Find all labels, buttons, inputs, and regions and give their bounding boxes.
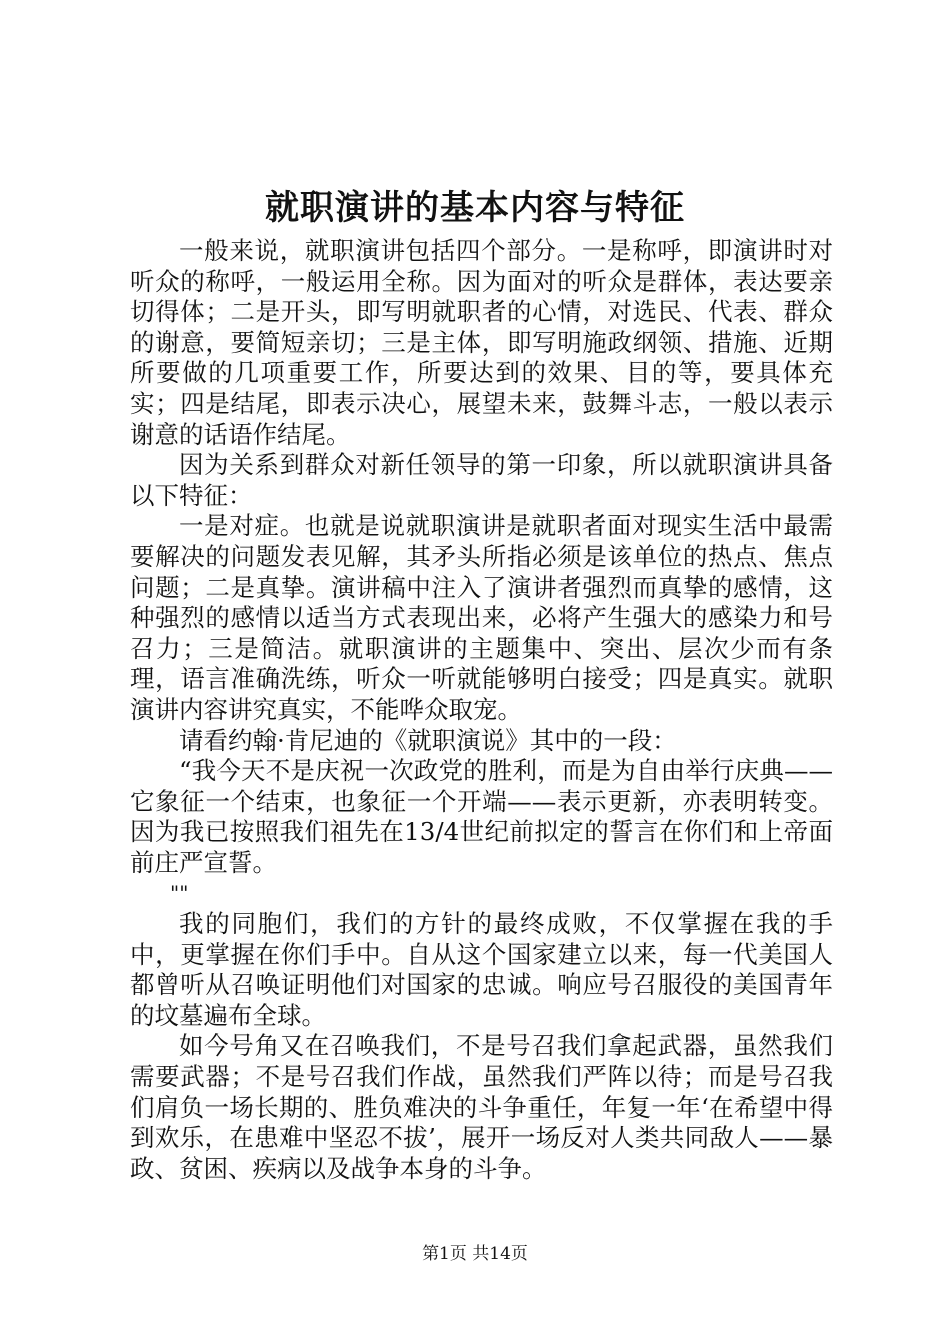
- document-body: [130, 236, 833, 1184]
- quote-close-mark: "": [170, 881, 189, 906]
- paragraph-features-lead: 因为关系到群众对新任领导的第一印象，所以就职演讲具备以下特征：: [130, 450, 833, 510]
- paragraph-citizens: 我的同胞们，我们的方针的最终成败，不仅掌握在我的手中，更掌握在你们手中。自从这个国家建立以来，每一代美国人都曾听从召唤证明他们对国家的忠诚。响应号召服役的美国青年的坟墓遍布全球。: [130, 909, 833, 1030]
- document-title: 就职演讲的基本内容与特征: [265, 188, 685, 228]
- paragraph-quote: “我今天不是庆祝一次政党的胜利，而是为自由举行庆典——它象征一个结束，也象征一个开端——表示更新，亦表明转变。因为我已按照我们祖先在13/4世纪前拟定的誓言在你们和上帝面前庄严宣誓。: [130, 756, 833, 877]
- paragraph-features: 一是对症。也就是说就职演讲是就职者面对现实生活中最需要解决的问题发表见解，其矛头所指必须是该单位的热点、焦点问题；二是真挚。演讲稿中注入了演讲者强烈而真挚的感情，这种强烈的感情以适当方式表现出来，必将产生强大的感染力和号召力；三是简洁。就职演讲的主题集中、突出、层次少而有条理，语言准确洗练，听众一听就能够明白接受；四是真实。就职演讲内容讲究真实，不能哗众取宠。: [130, 511, 833, 724]
- page-number-footer: 第1页 共14页: [422, 1244, 528, 1264]
- paragraph-example-lead: 请看约翰·肯尼迪的《就职演说》其中的一段：: [179, 725, 677, 755]
- paragraph-trumpet: 如今号角又在召唤我们，不是号召我们拿起武器，虽然我们需要武器；不是号召我们作战，虽然我们严阵以待；而是号召我们肩负一场长期的、胜负难决的斗争重任，年复一年‘在希望中得到欢乐，在患难中坚忍不拔’，展开一场反对人类共同敌人——暴政、贫困、疾病以及战争本身的斗争。: [130, 1031, 833, 1183]
- paragraph-intro: 一般来说，就职演讲包括四个部分。一是称呼，即演讲时对听众的称呼，一般运用全称。因为面对的听众是群体，表达要亲切得体；二是开头，即写明就职者的心情，对选民、代表、群众的谢意，要简短亲切；三是主体，即写明施政纲领、措施、近期所要做的几项重要工作，所要达到的效果、目的等，要具体充实；四是结尾，即表示决心，展望未来，鼓舞斗志，一般以表示谢意的话语作结尾。: [130, 236, 833, 449]
